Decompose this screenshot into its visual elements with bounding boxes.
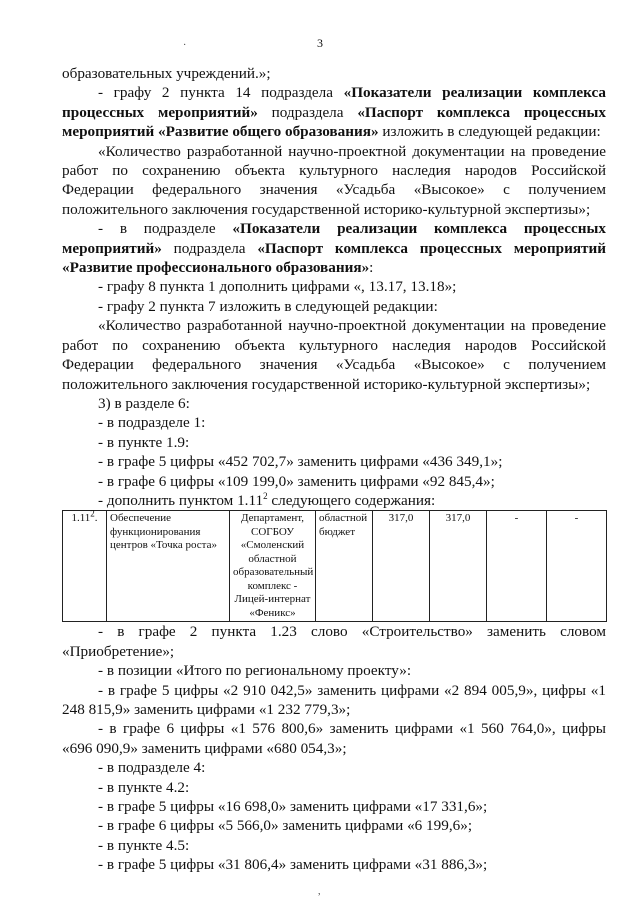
paragraph: «Количество разработанной научно-проектной документации на проведение работ по сохранению объекта культурного наследия народов Российской Федерации федерального значения «Усадьба «Высокое» с получением положительного заключения государственной историко-культурной экспертизы»; <box>62 142 606 218</box>
cell-total: 317,0 <box>373 511 430 622</box>
paragraph: - в позиции «Итого по региональному проекту»: <box>98 662 412 680</box>
paragraph: - в графе 5 цифры «16 698,0» заменить цифрами «17 331,6»; <box>98 798 488 815</box>
cell-year3: - <box>547 511 607 622</box>
paragraph: - в подразделе 1: <box>98 414 206 432</box>
paragraph: - в подразделе 4: <box>98 759 206 777</box>
paragraph: - в графе 2 пункта 1.23 слово «Строительство» заменить словом «Приобретение»; <box>62 623 606 660</box>
paragraph: - в графе 6 цифры «1 576 800,6» заменить цифрами «1 560 764,0», цифры «696 090,9» заменить цифрами «680 054,3»; <box>62 720 606 757</box>
cell-source: областной бюджет <box>316 511 373 622</box>
paragraph: - в графе 6 цифры «109 199,0» заменить цифрами «92 845,4»; <box>98 472 495 490</box>
paragraph: - в пункте 1.9: <box>98 433 190 451</box>
paragraph: - графу 2 пункта 7 изложить в следующей редакции: <box>98 297 438 315</box>
paragraph: - графу 2 пункта 14 подраздела «Показатели реализации комплекса процессных мероприятий» подраздела «Паспорт комплекса процессных мероприятий «Развитие общего образования» изложить в следующей редакции: <box>62 84 607 141</box>
paragraph: - в графе 5 цифры «31 806,4» заменить цифрами «31 886,3»; <box>98 856 488 874</box>
cell-number: 1.11$^2$. <box>63 511 107 622</box>
cell-executor: Департамент, СОГБОУ «Смоленский областной образовательный комплекс - Лицей-интернат «Феникс» <box>230 511 316 622</box>
cell-name: Обеспечение функционирования центров «Точка роста» <box>107 511 230 622</box>
document-body <box>62 64 606 875</box>
paragraph: - графу 8 пункта 1 дополнить цифрами «, 13.17, 13.18»; <box>98 278 457 296</box>
paragraph: 3) в разделе 6: <box>98 394 190 412</box>
inserted-row-table <box>62 510 607 622</box>
scan-dot: , <box>318 886 321 897</box>
page-number: 3 <box>317 36 323 50</box>
paragraph: - дополнить пунктом 1.11$^2$ следующего содержания: <box>98 490 436 509</box>
paragraph: - в пункте 4.5: <box>98 836 190 854</box>
scan-dot: · <box>183 40 187 51</box>
paragraph: - в графе 6 цифры «5 566,0» заменить цифрами «6 199,6»; <box>98 817 473 835</box>
table-row <box>63 511 607 622</box>
cell-year1: 317,0 <box>430 511 487 622</box>
cell-year2: - <box>487 511 547 622</box>
paragraph: - в графе 5 цифры «452 702,7» заменить цифрами «436 349,1»; <box>98 453 503 471</box>
paragraph: - в графе 5 цифры «2 910 042,5» заменить цифрами «2 894 005,9», цифры «1 248 815,9» заменить цифрами «1 232 779,3»; <box>62 681 606 718</box>
paragraph: - в пункте 4.2: <box>98 778 190 796</box>
paragraph: - в подразделе «Показатели реализации комплекса процессных мероприятий» подраздела «Паспорт комплекса процессных мероприятий «Развитие профессионального образования»: <box>62 220 606 277</box>
paragraph: «Количество разработанной научно-проектной документации на проведение работ по сохранению объекта культурного наследия народов Российской Федерации федерального значения «Усадьба «Высокое» с получением положительного заключения государственной историко-культурной экспертизы»; <box>62 317 606 393</box>
paragraph: образовательных учреждений.»; <box>62 65 271 82</box>
